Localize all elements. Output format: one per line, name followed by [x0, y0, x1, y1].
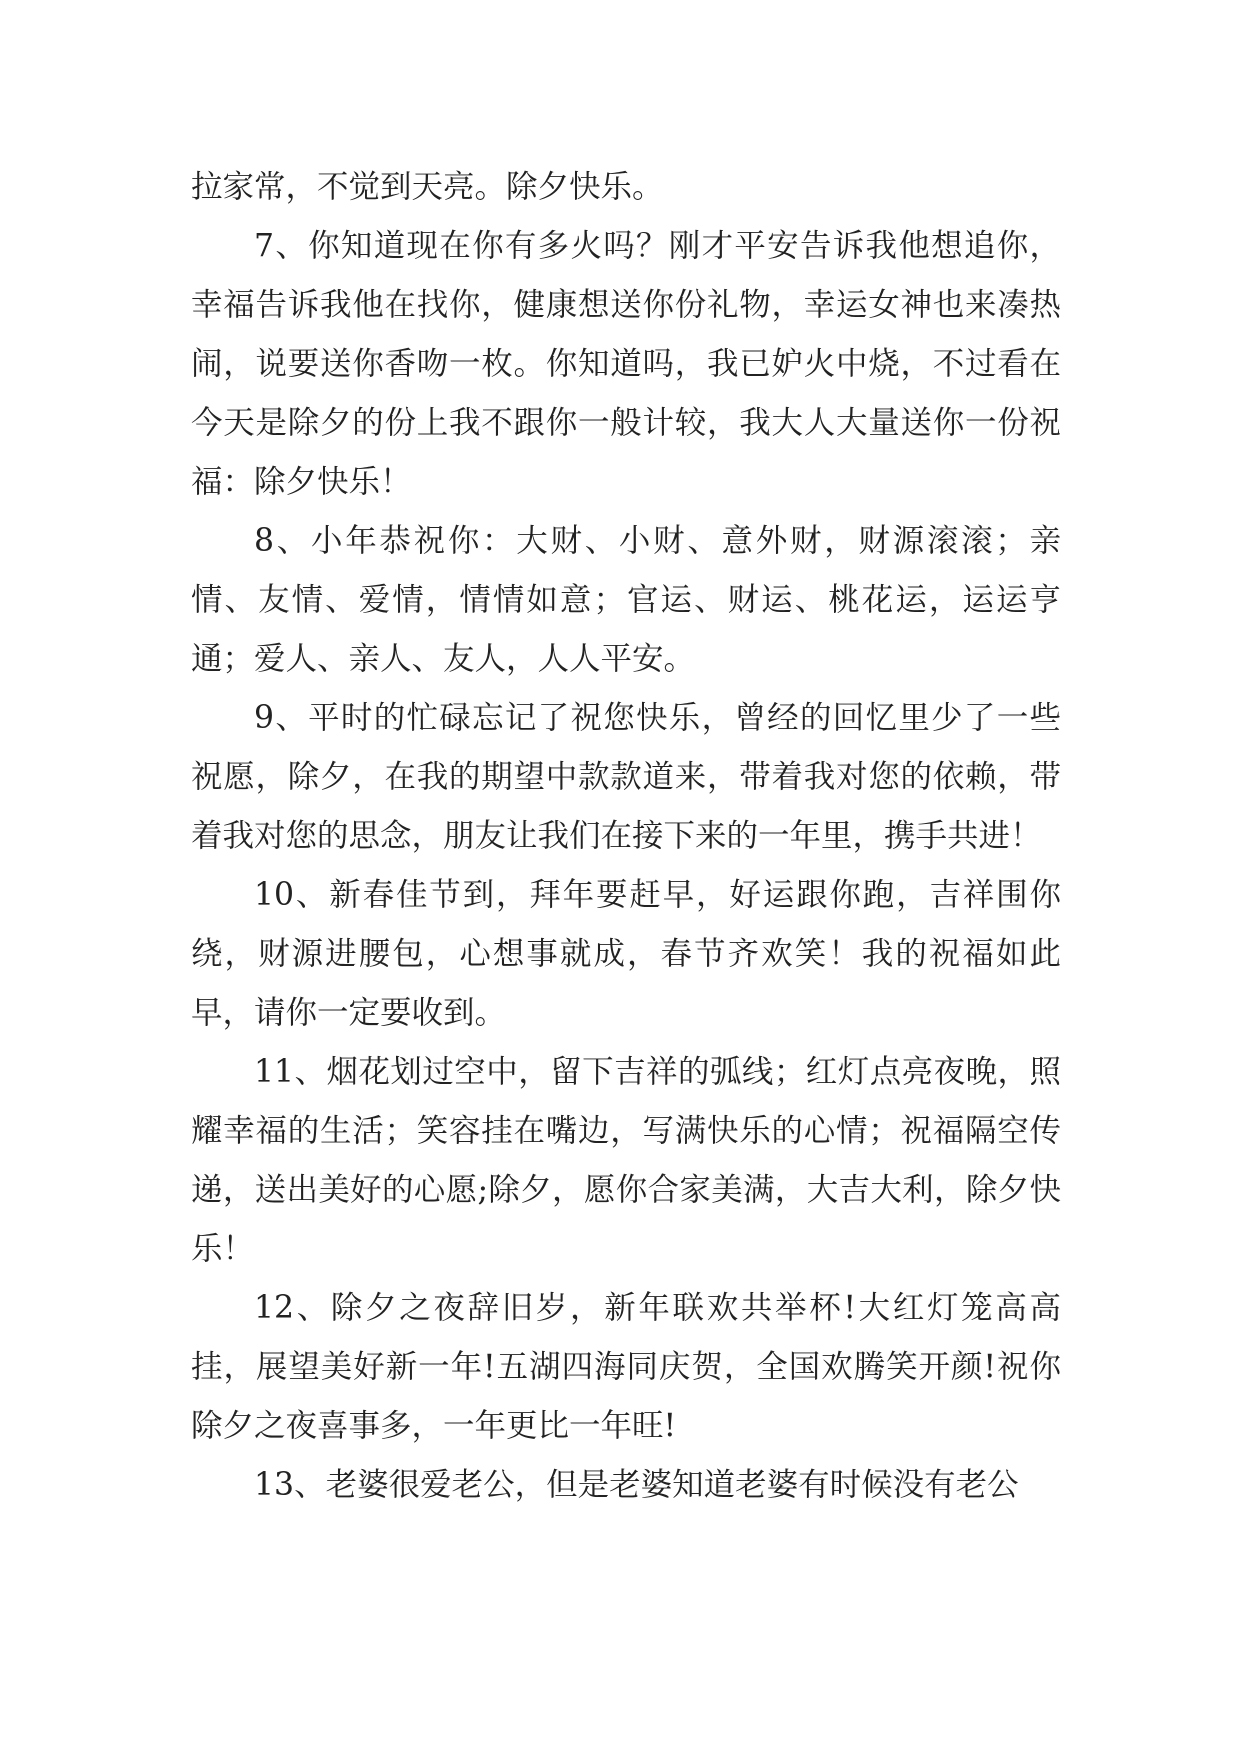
paragraph-9: 9、平时的忙碌忘记了祝您快乐，曾经的回忆里少了一些祝愿，除夕，在我的期望中款款道来，带着我对您的依赖，带着我对您的思念，朋友让我们在接下来的一年里，携手共进！	[191, 700, 1061, 854]
paragraph-10: 10、新春佳节到，拜年要赶早，好运跟你跑，吉祥围你绕，财源进腰包，心想事就成，春节齐欢笑！我的祝福如此早，请你一定要收到。	[191, 877, 1061, 1031]
paragraph-8: 8、小年恭祝你：大财、小财、意外财，财源滚滚；亲情、友情、爱情，情情如意；官运、财运、桃花运，运运亨通；爱人、亲人、友人，人人平安。	[191, 523, 1061, 677]
paragraph-continuation: 拉家常，不觉到天亮。除夕快乐。	[191, 169, 664, 205]
paragraph-12: 12、除夕之夜辞旧岁，新年联欢共举杯!大红灯笼高高挂，展望美好新一年!五湖四海同庆贺，全国欢腾笑开颜!祝你除夕之夜喜事多，一年更比一年旺!	[191, 1290, 1061, 1444]
document-body	[191, 158, 1061, 1515]
paragraph-7: 7、你知道现在你有多火吗？刚才平安告诉我他想追你，幸福告诉我他在找你，健康想送你份礼物，幸运女神也来凑热闹，说要送你香吻一枚。你知道吗，我已妒火中烧，不过看在今天是除夕的份上我不跟你一般计较，我大人大量送你一份祝福：除夕快乐！	[191, 228, 1061, 500]
paragraph-11: 11、烟花划过空中，留下吉祥的弧线；红灯点亮夜晚，照耀幸福的生活；笑容挂在嘴边，写满快乐的心情；祝福隔空传递，送出美好的心愿;除夕，愿你合家美满，大吉大利，除夕快乐！	[191, 1054, 1061, 1267]
paragraph-13: 13、老婆很爱老公，但是老婆知道老婆有时候没有老公	[254, 1467, 1019, 1503]
